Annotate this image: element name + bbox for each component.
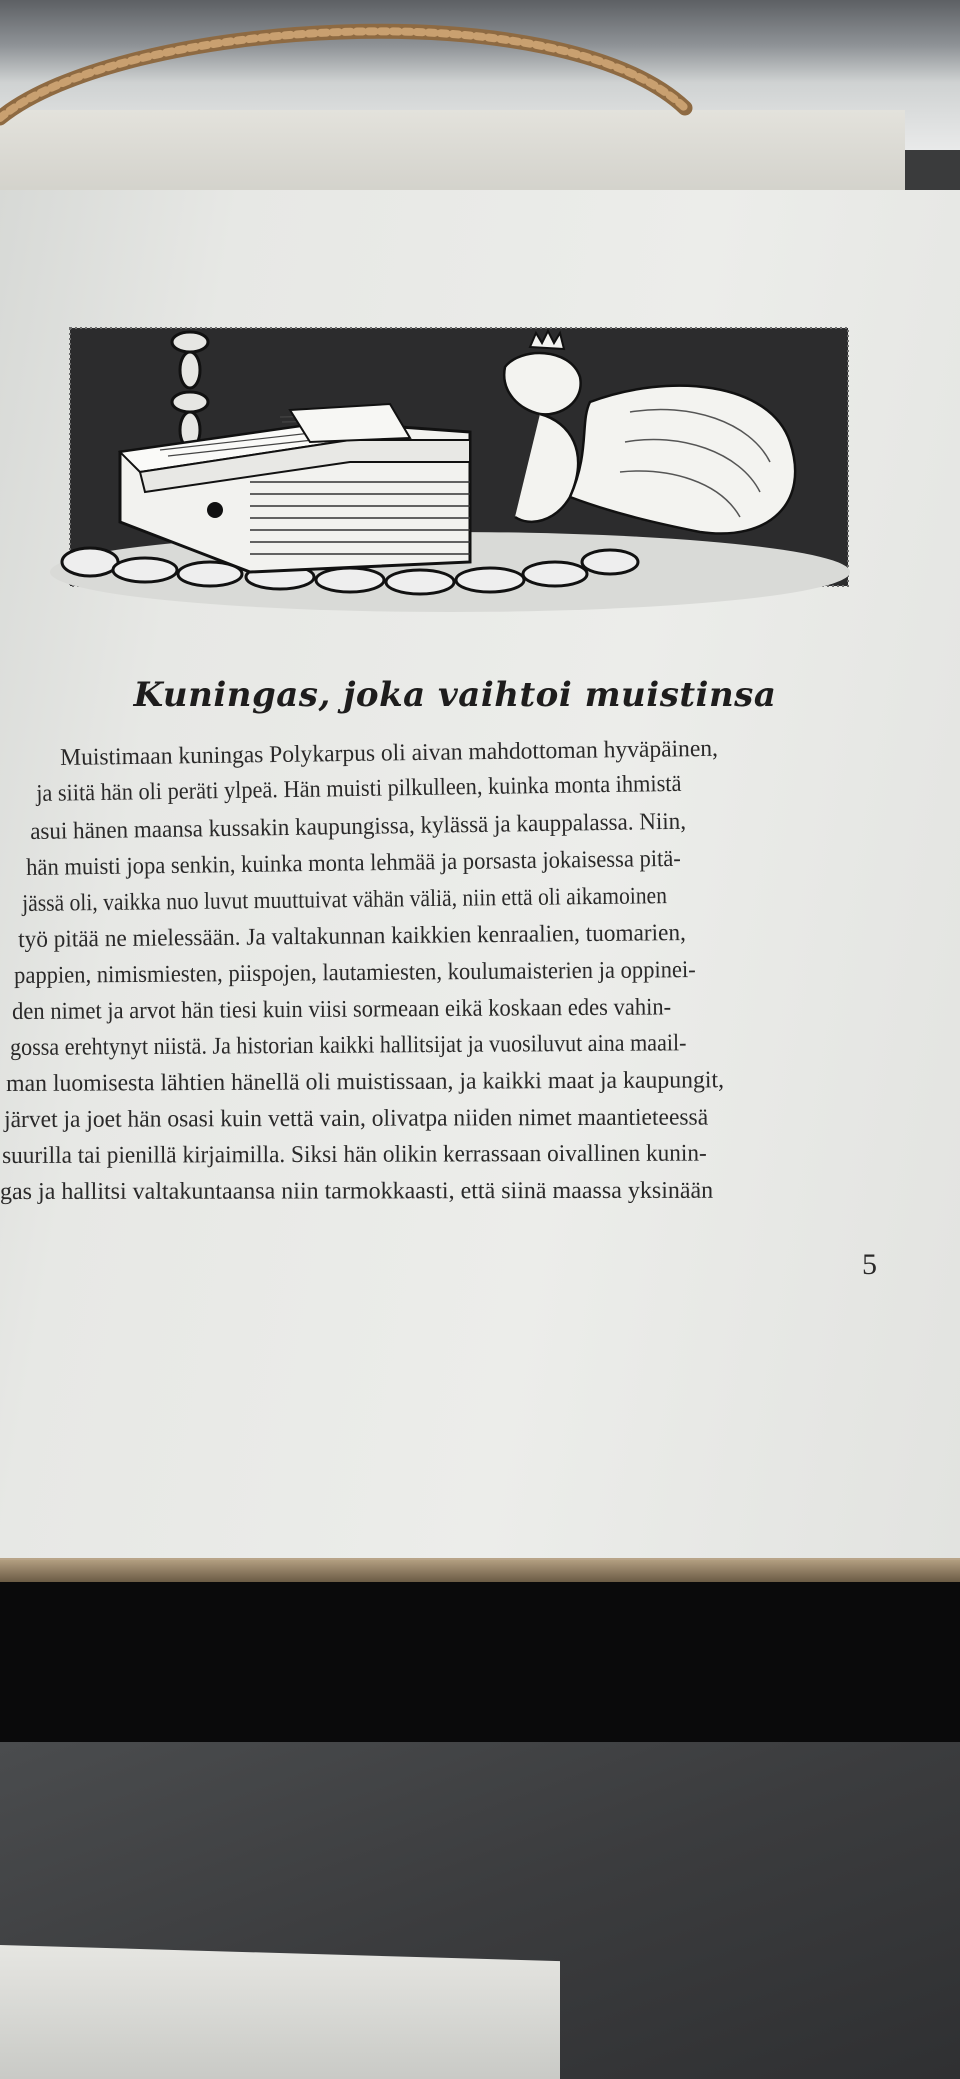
text-line: asui hänen maansa kussakin kaupungissa, kylässä ja kauppalassa. Niin, xyxy=(30,808,687,845)
text-line: työ pitää ne mielessään. Ja valtakunnan kaikkien kenraalien, tuomarien, xyxy=(18,920,687,953)
rope-handle xyxy=(0,0,960,140)
text-line: gas ja hallitsi valtakuntaansa niin tarmokkaasti, että siinä maassa yksinään xyxy=(0,1177,714,1205)
text-line: pappien, nimismiesten, piispojen, lautamiesten, koulumaisterien ja oppinei- xyxy=(14,957,696,989)
text-line: ja siitä hän oli peräti ylpeä. Hän muisti pilkulleen, kuinka monta ihmistä xyxy=(36,770,682,807)
paper-corner xyxy=(0,1945,560,2079)
text-line: jässä oli, vaikka nuo luvut muuttuivat vähän väliä, niin että oli aikamoinen xyxy=(22,883,668,917)
text-line: Muistimaan kuningas Polykarpus oli aivan mahdottoman hyväpäinen, xyxy=(60,735,719,771)
text-line: suurilla tai pienillä kirjaimilla. Siksi hän olikin kerrassaan oivallinen kunin- xyxy=(2,1140,707,1169)
page-number: 5 xyxy=(862,1248,877,1281)
text-line: järvet ja joet hän osasi kuin vettä vain, olivatpa niiden nimet maantieteessä xyxy=(4,1104,709,1133)
story-title: Kuningas, joka vaihtoi muistinsa xyxy=(133,675,777,715)
text-line: gossa erehtynyt niistä. Ja historian kaikki hallitsijat ja vuosiluvut aina maail- xyxy=(10,1030,687,1061)
book-page-edge xyxy=(0,1560,960,1582)
text-line: hän muisti jopa senkin, kuinka monta lehmää ja porsasta jokaisessa pitä- xyxy=(26,845,682,881)
shadow-area xyxy=(0,1582,960,1742)
text-line: man luomisesta lähtien hänellä oli muistissaan, ja kaikki maat ja kaupungit, xyxy=(6,1067,725,1097)
book-and-princess-illustration xyxy=(50,322,868,612)
text-line: den nimet ja arvot hän tiesi kuin viisi sormeaan eikä koskaan edes vahin- xyxy=(12,994,672,1025)
